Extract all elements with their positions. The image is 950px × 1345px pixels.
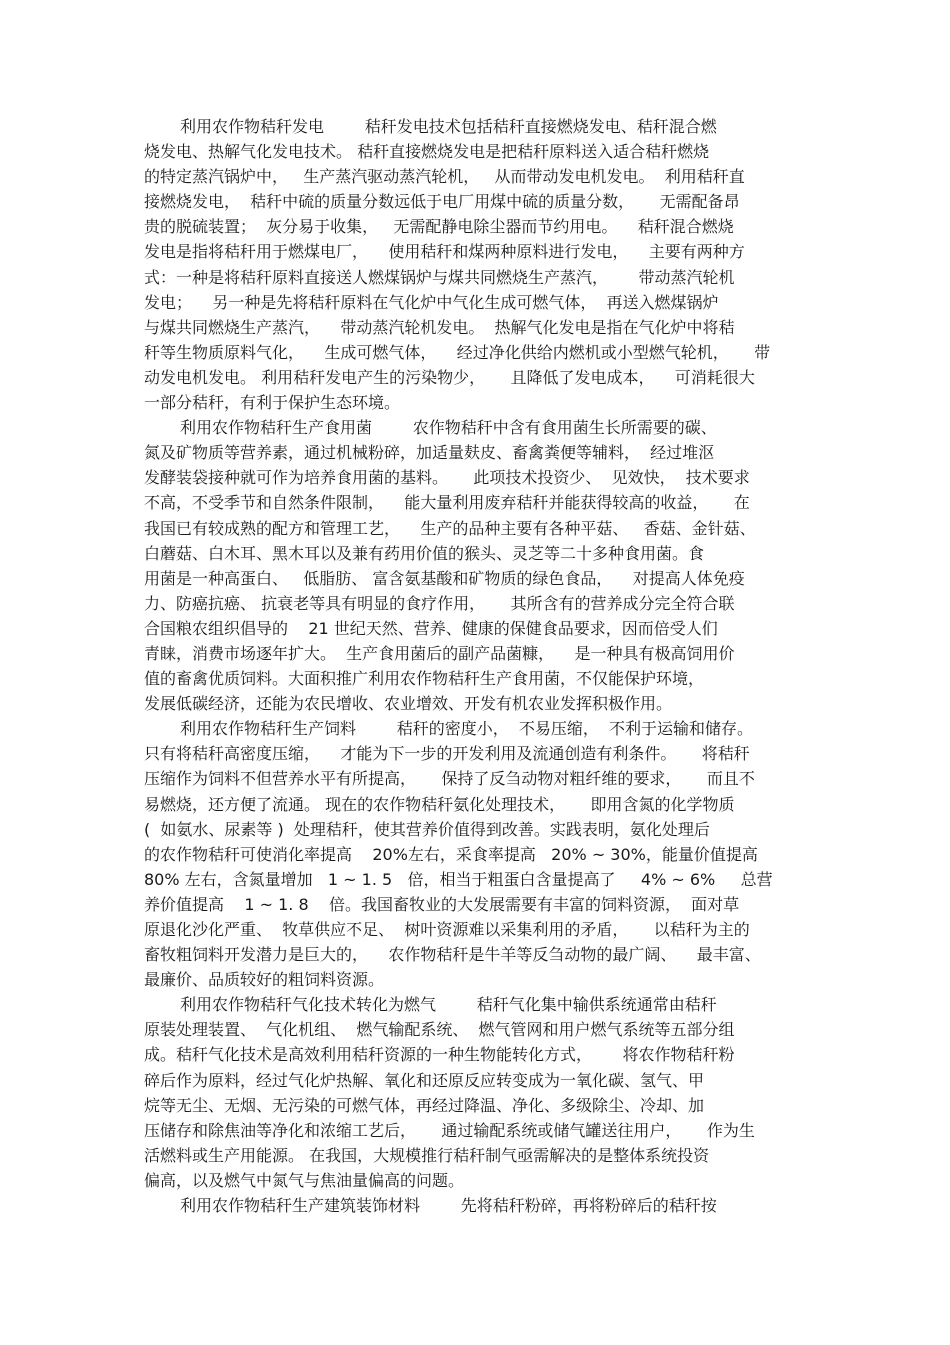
text-line: 发展低碳经济，还能为农民增收、农业增效、开发有机农业发挥积极作用。 bbox=[144, 694, 673, 714]
text-line: 压储存和除焦油等净化和浓缩工艺后， 通过输配系统或储气罐送往用户， 作为生 bbox=[144, 1120, 755, 1140]
text-line: 活燃料或生产用能源。 在我国，大规模推行秸秆制气亟需解决的是整体系统投资 bbox=[144, 1145, 710, 1165]
text-line: 烷等无尘、无烟、无污染的可燃气体，再经过降温、净化、多级除尘、冷却、加 bbox=[144, 1095, 705, 1115]
text-line: 力、防癌抗癌、 抗衰老等具有明显的食疗作用， 其所含有的营养成分完全符合联 bbox=[144, 593, 735, 613]
text-line: 与煤共同燃烧生产蒸汽， 带动蒸汽轮机发电。 热解气化发电是指在气化炉中将秸 bbox=[144, 317, 735, 337]
text-line: 原退化沙化严重、 牧草供应不足、 树叶资源难以采集利用的矛盾， 以秸秆为主的 bbox=[144, 920, 750, 939]
text-line: 成。秸秆气化技术是高效利用秸秆资源的一种生物能转化方式， 将农作物秸秆粉 bbox=[144, 1045, 735, 1065]
text-line: 畜牧粗饲料开发潜力是巨大的， 农作物秸秆是牛羊等反刍动物的最广阔、 最丰富、 bbox=[144, 945, 761, 965]
text-line: 只有将秸秆高密度压缩， 才能为下一步的开发利用及流通创造有利条件。 将秸秆 bbox=[144, 744, 750, 764]
text-line: 贵的脱硫装置； 灰分易于收集， 无需配静电除尘器而节约用电。 秸秆混合燃烧 bbox=[144, 217, 734, 237]
text-line: 接燃烧发电， 秸秆中硫的质量分数远低于电厂用煤中硫的质量分数， 无需配备昂 bbox=[144, 192, 740, 212]
text-line: 秆等生物质原料气化， 生成可燃气体， 经过净化供给内燃机或小型燃气轮机， 带 bbox=[144, 342, 771, 362]
text-line: 氮及矿物质等营养素，通过机械粉碎，加适量麸皮、畜禽粪便等辅料， 经过堆沤 bbox=[144, 443, 715, 463]
text-line: 偏高，以及燃气中氮气与焦油量偏高的问题。 bbox=[144, 1170, 465, 1190]
text-line: 烧发电、热解气化发电技术。 秸秆直接燃烧发电是把秸秆原料送入适合秸秆燃烧 bbox=[144, 142, 710, 162]
text-line: 养价值提高 1 ~ 1. 8 倍。我国畜牧业的大发展需要有丰富的饲料资源， 面对草 bbox=[144, 894, 740, 914]
paragraph-first-line: 利用农作物秸秆生产饲料 秸秆的密度小， 不易压缩， 不利于运输和储存。 bbox=[180, 719, 754, 739]
paragraph-first-line: 利用农作物秸秆发电 秸秆发电技术包括秸秆直接燃烧发电、秸秆混合燃 bbox=[180, 117, 717, 136]
text-line: 白蘑菇、白木耳、黑木耳以及兼有药用价值的猴头、灵芝等二十多种食用菌。食 bbox=[144, 543, 705, 563]
text-line: 的特定蒸汽锅炉中， 生产蒸汽驱动蒸汽轮机， 从而带动发电机发电。 利用秸秆直 bbox=[144, 167, 745, 187]
text-line: 碎后作为原料，经过气化炉热解、氧化和还原反应转变成为一氧化碳、氢气、甲 bbox=[144, 1070, 705, 1090]
text-line: 不高，不受季节和自然条件限制， 能大量利用废弃秸秆并能获得较高的收益， 在 bbox=[144, 493, 750, 513]
text-line: 最廉价、品质较好的粗饲料资源。 bbox=[144, 970, 385, 990]
paragraph-first-line: 利用农作物秸秆生产建筑装饰材料 先将秸秆粉碎，再将粉碎后的秸秆按 bbox=[180, 1196, 717, 1216]
text-line: 动发电机发电。 利用秸秆发电产生的污染物少， 且降低了发电成本， 可消耗很大 bbox=[144, 367, 755, 387]
text-line: 原装处理装置、 气化机组、 燃气输配系统、 燃气管网和用户燃气系统等五部分组 bbox=[144, 1020, 735, 1040]
text-line: 我国已有较成熟的配方和管理工艺， 生产的品种主要有各种平菇、 香菇、金针菇、 bbox=[144, 518, 756, 538]
document-body-text bbox=[144, 114, 824, 1218]
text-line: 式：一种是将秸秆原料直接送人燃煤锅炉与煤共同燃烧生产蒸汽， 带动蒸汽轮机 bbox=[144, 267, 735, 287]
text-line: 80% 左右，含氮量增加 1 ~ 1. 5 倍，相当于粗蛋白含量提高了 4% ~ 6% 总营 bbox=[144, 869, 773, 889]
text-line: 压缩作为饲料不但营养水平有所提高， 保持了反刍动物对粗纤维的要求， 而且不 bbox=[144, 769, 755, 789]
text-line: ( 如氨水、尿素等 ) 处理秸秆，使其营养价值得到改善。实践表明，氨化处理后 bbox=[144, 819, 710, 839]
text-line: 易燃烧，还方便了流通。 现在的农作物秸秆氨化处理技术， 即用含氮的化学物质 bbox=[144, 794, 735, 814]
paragraph-first-line: 利用农作物秸秆气化技术转化为燃气 秸秆气化集中输供系统通常由秸秆 bbox=[180, 995, 717, 1015]
text-line: 的农作物秸秆可使消化率提高 20%左右，采食率提高 20% ~ 30%，能量价值提高 bbox=[144, 844, 758, 864]
text-line: 一部分秸秆，有利于保护生态环境。 bbox=[144, 393, 401, 413]
text-line: 发电是指将秸秆用于燃煤电厂， 使用秸秆和煤两种原料进行发电， 主要有两种方 bbox=[144, 242, 745, 262]
text-line: 合国粮农组织倡导的 21 世纪天然、营养、健康的保健食品要求，因而倍受人们 bbox=[144, 618, 718, 638]
text-line: 发电； 另一种是先将秸秆原料在气化炉中气化生成可燃气体， 再送入燃煤锅炉 bbox=[144, 292, 719, 312]
text-line: 用菌是一种高蛋白、 低脂肪、 富含氨基酸和矿物质的绿色食品， 对提高人体免疫 bbox=[144, 568, 745, 588]
text-line: 青睐，消费市场逐年扩大。 生产食用菌后的副产品菌糠， 是一种具有极高饲用价 bbox=[144, 643, 735, 663]
text-line: 值的畜禽优质饲料。大面积推广利用农作物秸秆生产食用菌，不仅能保护环境， bbox=[144, 669, 705, 689]
paragraph-first-line: 利用农作物秸秆生产食用菌 农作物秸秆中含有食用菌生长所需要的碳、 bbox=[180, 418, 717, 438]
text-line: 发酵装袋接种就可作为培养食用菌的基料。 此项技术投资少、 见效快， 技术要求 bbox=[144, 468, 750, 488]
